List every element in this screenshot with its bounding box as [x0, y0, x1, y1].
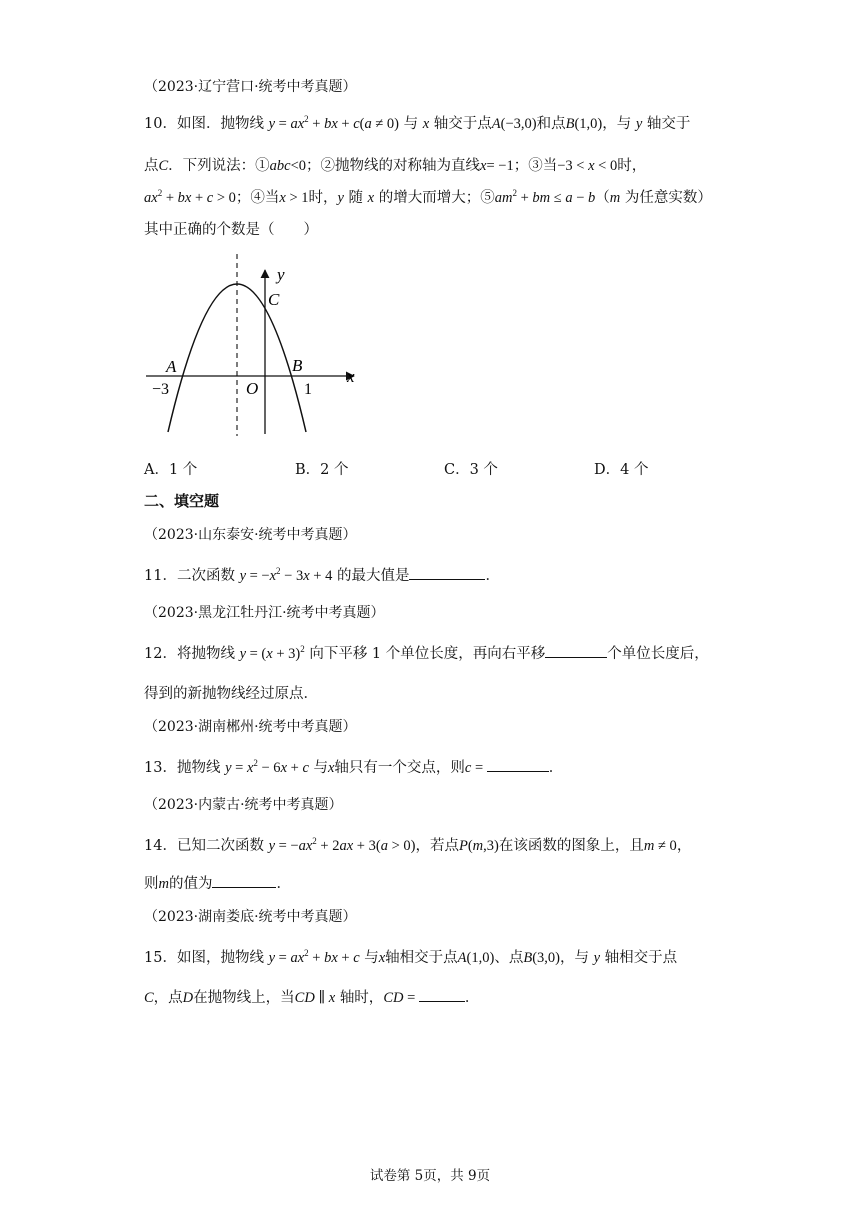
tick-1-label: 1	[304, 381, 312, 398]
y-axis-label: y	[277, 265, 285, 284]
q11-answer-blank[interactable]	[409, 565, 485, 580]
q10-line2: 点C．下列说法：①abc<0；②抛物线的对称轴为直线x= −1；③当−3 < x < 0时，	[144, 158, 647, 174]
q12-line1: 12．将抛物线 $y = (x + 3)^2$ 向下平移 1 个单位长度，再向右平移 个单位长度后，	[144, 644, 709, 662]
q15-answer-blank[interactable]	[419, 987, 465, 1002]
q10-source: （2023·辽宁营口·统考中考真题）	[144, 79, 357, 95]
q13-source: （2023·湖南郴州·统考中考真题）	[144, 719, 357, 735]
page-footer: 试卷第 5页，共 9页	[369, 1168, 491, 1184]
option-b: B．2 个	[295, 462, 349, 478]
point-b-fig-label: B	[292, 356, 303, 375]
option-a: A．1 个	[144, 462, 198, 478]
section-heading: 二、填空题	[144, 492, 220, 510]
q10-line3: $ax^2$ + bx + c > 0；④当x > 1时，y 随 x 的增大而增大；$⑤am^2$ + bm ≤ a − b（m 为任意实数）	[144, 188, 712, 206]
q10-line1: 10．如图．抛物线 $y = ax^2$ + bx + c(a ≠ 0) 与 x 轴交于点A(−3,0)和点B(1,0)，与 y 轴交于	[144, 114, 691, 132]
q13-text: 13．抛物线 $y = x^2 - 6x + c$ 与x轴只有一个交点，则c = ．	[144, 758, 564, 776]
q14-line1: 14．已知二次函数 $y = -ax^2 + 2ax + 3(a > 0)$，若点P(m,3)在该函数的图象上，且m ≠ 0，	[144, 836, 692, 854]
q14-line2: 则m的值为 ．	[144, 872, 291, 893]
q15-source: （2023·湖南娄底·统考中考真题）	[144, 909, 357, 925]
option-d: D．4 个	[594, 462, 649, 478]
option-c: C．3 个	[444, 462, 498, 478]
q11-source: （2023·山东泰安·统考中考真题）	[144, 527, 357, 543]
q14-answer-blank[interactable]	[212, 873, 276, 888]
q10-question: 其中正确的个数是（ ）	[144, 222, 318, 238]
point-a-fig-label: A	[166, 357, 177, 376]
q15-line2: C，点D在抛物线上，当CD ∥ x 轴时，CD = ．	[144, 986, 479, 1007]
origin-label: O	[246, 379, 259, 398]
q15-line1: 15．如图，抛物线 $y = ax^2$ + bx + c 与x轴相交于点A(1,0)、点B(3,0)，与 y 轴相交于点	[144, 948, 678, 966]
q12-source: （2023·黑龙江牡丹江·统考中考真题）	[144, 605, 385, 621]
q12-line2: 得到的新抛物线经过原点．	[144, 686, 318, 702]
q10-number: 10．	[144, 116, 177, 132]
x-axis-label: x	[347, 367, 355, 386]
q10-parabola-figure	[140, 250, 370, 450]
point-a-label: A	[491, 116, 501, 132]
q12-answer-blank[interactable]	[545, 643, 607, 658]
q14-source: （2023·内蒙古·统考中考真题）	[144, 797, 343, 813]
q13-answer-blank[interactable]	[487, 757, 549, 772]
point-c-label: C	[268, 290, 280, 309]
tick-neg3-label: −3	[152, 381, 170, 398]
q11-text: 11．二次函数 $y = -x^2 - 3x + 4$ 的最大值是 ．	[144, 566, 500, 584]
q10-parabola-eq: y	[268, 116, 275, 132]
